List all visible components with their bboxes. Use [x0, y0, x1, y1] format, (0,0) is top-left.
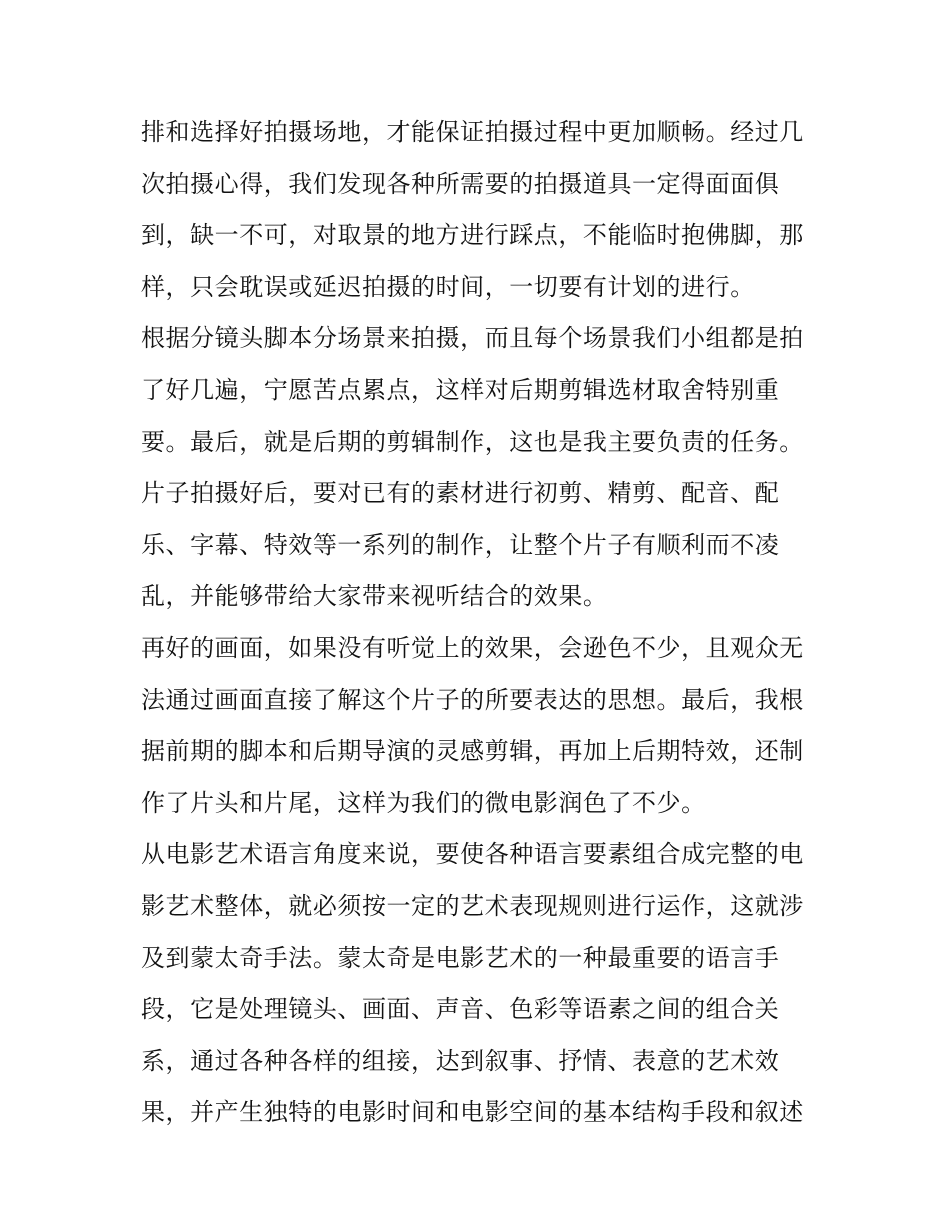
text-line: 了好几遍，宁愿苦点累点，这样对后期剪辑选材取舍特别重: [141, 375, 780, 404]
text-line: 乱，并能够带给大家带来视听结合的效果。: [141, 582, 608, 611]
text-line: 再好的画面，如果没有听觉上的效果，会逊色不少，且观众无: [141, 633, 804, 662]
text-line: 从电影艺术语言角度来说，要使各种语言要素组合成完整的电: [141, 840, 804, 869]
text-line: 段，它是处理镜头、画面、声音、色彩等语素之间的组合关: [141, 995, 780, 1024]
document-body: [141, 107, 811, 1139]
text-line: 片子拍摄好后，要对已有的素材进行初剪、精剪、配音、配: [141, 479, 780, 508]
text-line: 次拍摄心得，我们发现各种所需要的拍摄道具一定得面面俱: [141, 169, 780, 198]
text-line: 作了片头和片尾，这样为我们的微电影润色了不少。: [141, 788, 706, 817]
text-line: 及到蒙太奇手法。蒙太奇是电影艺术的一种最重要的语言手: [141, 943, 780, 972]
text-line: 果，并产生独特的电影时间和电影空间的基本结构手段和叙述: [141, 1098, 804, 1127]
text-line: 系，通过各种各样的组接，达到叙事、抒情、表意的艺术效: [141, 1046, 780, 1075]
text-line: 乐、字幕、特效等一系列的制作，让整个片子有顺利而不凌: [141, 530, 780, 559]
text-line: 法通过画面直接了解这个片子的所要表达的思想。最后，我根: [141, 685, 804, 714]
text-line: 要。最后，就是后期的剪辑制作，这也是我主要负责的任务。: [141, 427, 804, 456]
text-line: 排和选择好拍摄场地，才能保证拍摄过程中更加顺畅。经过几: [141, 118, 804, 146]
text-line: 到，缺一不可，对取景的地方进行踩点，不能临时抱佛脚，那: [141, 221, 804, 250]
text-line: 样，只会耽误或延迟拍摄的时间，一切要有计划的进行。: [141, 272, 755, 301]
text-line: 据前期的脚本和后期导演的灵感剪辑，再加上后期特效，还制: [141, 737, 804, 766]
text-line: 影艺术整体，就必须按一定的艺术表现规则进行运作，这就涉: [141, 891, 804, 920]
text-line: 根据分镜头脚本分场景来拍摄，而且每个场景我们小组都是拍: [141, 324, 804, 353]
